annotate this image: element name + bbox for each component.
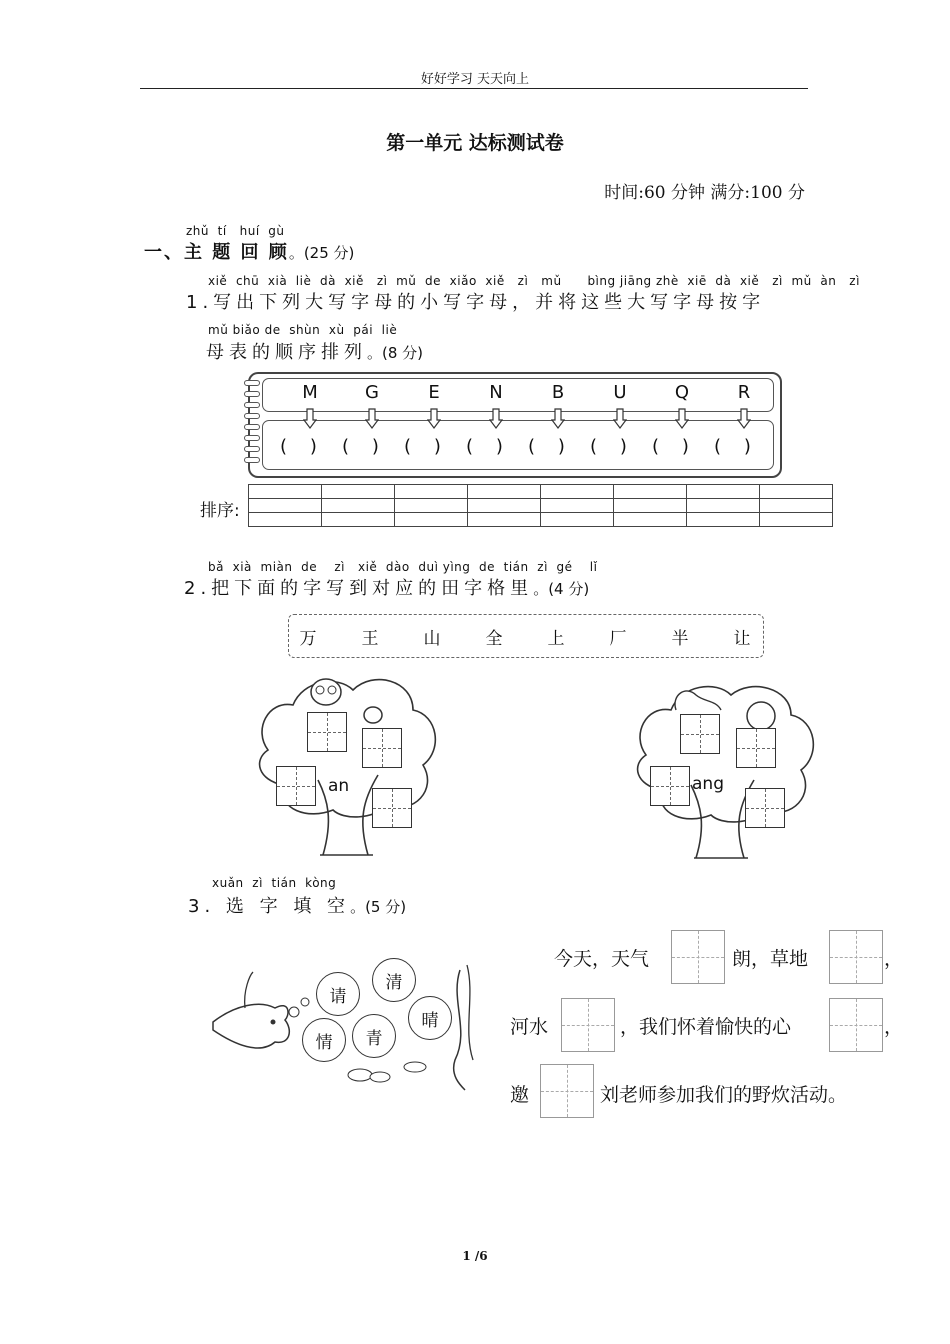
tree-ang-box-3[interactable] [650, 766, 690, 806]
q1-pinyin-line2: mǔ biǎo de shùn xù pái liè [208, 323, 398, 337]
bank-character: 王 [361, 629, 379, 649]
uppercase-letter: R [737, 382, 751, 403]
q2-line: 2.把下面的字写到对应的田字格里 [184, 578, 534, 599]
header-divider [140, 88, 808, 89]
notebook-ring [244, 424, 260, 430]
q3-text2-a: 河水 [510, 1016, 549, 1038]
bank-character: 半 [671, 629, 689, 649]
time-info: 时间:60 分钟 满分:100 分 [604, 183, 805, 203]
tree-ang-box-4[interactable] [745, 788, 785, 828]
order-label: 排序: [200, 501, 240, 521]
order-grid-cell[interactable] [249, 485, 322, 499]
down-arrow-icon [489, 408, 503, 430]
uppercase-letter: E [428, 382, 440, 403]
order-grid-cell[interactable] [687, 499, 760, 513]
notebook-ring [244, 457, 260, 463]
uppercase-letter: M [302, 382, 318, 403]
bank-character: 让 [733, 629, 751, 649]
q3-blank-3[interactable] [561, 998, 615, 1052]
order-grid-cell[interactable] [614, 513, 687, 527]
tree-ang-box-2[interactable] [736, 728, 776, 768]
q3-text1-c: ， [884, 948, 904, 970]
q3-text1-b: 朗，草地 [732, 948, 809, 970]
order-grid-cell[interactable] [468, 485, 541, 499]
tree-an-box-3[interactable] [276, 766, 316, 806]
notebook-letter-row [262, 378, 774, 412]
order-writing-grid[interactable] [248, 484, 833, 527]
tree-an-box-4[interactable] [372, 788, 412, 828]
notebook-ring [244, 413, 260, 419]
bank-character: 全 [485, 629, 503, 649]
q1-line1: 1.写出下列大写字母的小写字母，并将这些大写字母按字 [186, 292, 766, 313]
tree-an-box-2[interactable] [362, 728, 402, 768]
answer-parenthesis[interactable]: ( ) [590, 436, 627, 457]
bubble-character: 青 [365, 1028, 383, 1049]
q3-points: 。(5 分) [350, 898, 407, 916]
section1-points: 。(25 分) [288, 244, 355, 262]
page-number: 1 /6 [462, 1249, 488, 1263]
bubble-character: 晴 [421, 1010, 439, 1031]
character-bubble [302, 1018, 346, 1062]
order-grid-cell[interactable] [395, 485, 468, 499]
uppercase-letter: B [551, 382, 565, 403]
bank-character: 山 [423, 629, 441, 649]
bank-character: 万 [299, 629, 317, 649]
q3-blank-1[interactable] [671, 930, 725, 984]
q3-blank-4[interactable] [829, 998, 883, 1052]
down-arrow-icon [551, 408, 565, 430]
down-arrow-icon [365, 408, 379, 430]
bank-character: 厂 [609, 629, 627, 649]
character-bubble [352, 1014, 396, 1058]
order-grid-cell[interactable] [249, 499, 322, 513]
order-grid-cell[interactable] [249, 513, 322, 527]
section1-heading [144, 238, 354, 264]
tree-ang-label: ang [692, 774, 724, 794]
down-arrow-icon [737, 408, 751, 430]
notebook-ring [244, 380, 260, 386]
order-grid-cell[interactable] [468, 513, 541, 527]
down-arrow-icon [675, 408, 689, 430]
notebook-ring [244, 446, 260, 452]
order-grid-cell[interactable] [760, 485, 833, 499]
uppercase-letter: U [613, 382, 627, 403]
uppercase-letter: G [365, 382, 379, 403]
q3-text1-a: 今天，天气 [554, 948, 650, 970]
down-arrow-icon [613, 408, 627, 430]
notebook-ring [244, 391, 260, 397]
order-grid-cell[interactable] [322, 513, 395, 527]
q3-text3-a: 邀 [510, 1084, 530, 1106]
q3-text2-b: ，我们怀着愉快的心 [620, 1016, 792, 1038]
answer-parenthesis[interactable]: ( ) [342, 436, 379, 457]
q3-line: 3. 选 字 填 空 [188, 896, 351, 917]
character-bubble [316, 972, 360, 1016]
q2-line-wrap [184, 574, 589, 600]
section1-label: 一、主 题 回 顾 [144, 242, 289, 263]
page-header: 好好学习 天天向上 [420, 72, 530, 87]
bubble-character: 情 [315, 1032, 333, 1053]
q1-pinyin-line1: xiě chū xià liè dà xiě zì mǔ de xiǎo xiě zì mǔ bìng jiāng zhè xiē dà xiě zì mǔ àn zì [208, 274, 860, 288]
order-grid-cell[interactable] [760, 499, 833, 513]
q3-line-wrap [188, 892, 406, 918]
q3-text2-c: ， [884, 1016, 904, 1038]
order-grid-cell[interactable] [760, 513, 833, 527]
answer-parenthesis[interactable]: ( ) [652, 436, 689, 457]
order-grid-cell[interactable] [541, 485, 614, 499]
bubble-character: 清 [385, 972, 403, 993]
tree-an-box-1[interactable] [307, 712, 347, 752]
tree-an-label: an [328, 776, 350, 796]
down-arrow-icon [303, 408, 317, 430]
q3-pinyin: xuǎn zì tián kòng [212, 876, 337, 890]
q3-blank-2[interactable] [829, 930, 883, 984]
answer-parenthesis[interactable]: ( ) [528, 436, 565, 457]
character-bubble [408, 996, 452, 1040]
answer-parenthesis[interactable]: ( ) [714, 436, 751, 457]
q1-points: 。(8 分) [367, 344, 424, 362]
order-grid-cell[interactable] [614, 499, 687, 513]
bubble-character: 请 [329, 986, 347, 1007]
q1-line2: 母表的顺序排列 [206, 342, 367, 363]
q2-pinyin: bǎ xià miàn de zì xiě dào duì yìng de tián zì gé lǐ [208, 560, 598, 574]
order-grid-cell[interactable] [468, 499, 541, 513]
tree-ang-box-1[interactable] [680, 714, 720, 754]
tree-an-illustration [248, 670, 448, 860]
answer-parenthesis[interactable]: ( ) [404, 436, 441, 457]
q3-text3-b: 刘老师参加我们的野炊活动。 [600, 1084, 848, 1106]
page-title: 第一单元 达标测试卷 [386, 132, 564, 154]
uppercase-letter: Q [674, 382, 690, 403]
order-grid-cell[interactable] [395, 499, 468, 513]
notebook-ring [244, 435, 260, 441]
section1-pinyin: zhǔ tí huí gù [186, 224, 285, 238]
order-grid-cell[interactable] [614, 485, 687, 499]
order-grid-row [249, 513, 833, 527]
q2-points: 。(4 分) [533, 580, 590, 598]
uppercase-letter: N [489, 382, 503, 403]
order-grid-cell[interactable] [541, 513, 614, 527]
answer-parenthesis[interactable]: ( ) [280, 436, 317, 457]
answer-parenthesis[interactable]: ( ) [466, 436, 503, 457]
character-bubble [372, 958, 416, 1002]
order-grid-cell[interactable] [687, 485, 760, 499]
q1-line2-wrap [206, 338, 423, 364]
order-grid-cell[interactable] [541, 499, 614, 513]
down-arrow-icon [427, 408, 441, 430]
q3-blank-5[interactable] [540, 1064, 594, 1118]
order-grid-cell[interactable] [687, 513, 760, 527]
order-grid-cell[interactable] [322, 499, 395, 513]
order-grid-cell[interactable] [322, 485, 395, 499]
order-grid-row [249, 499, 833, 513]
notebook-answer-row [262, 420, 774, 470]
order-grid-cell[interactable] [395, 513, 468, 527]
bank-character: 上 [547, 629, 565, 649]
order-grid-row [249, 485, 833, 499]
notebook-ring [244, 402, 260, 408]
